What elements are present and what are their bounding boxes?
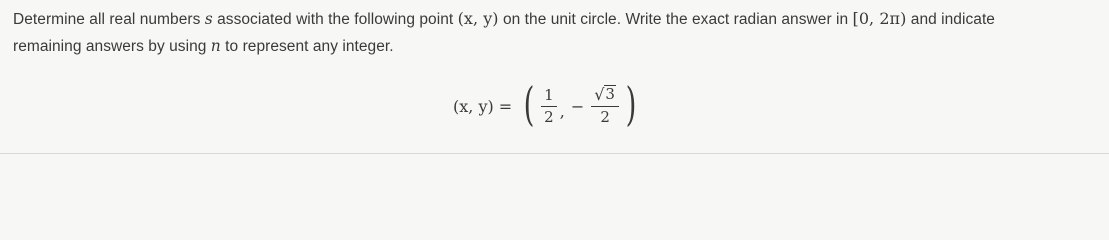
problem-text: associated with the following point [212, 11, 458, 28]
equation-lhs: (x, y) = [453, 96, 513, 116]
fraction-y-denominator: 2 [600, 108, 610, 126]
minus-sign: − [570, 96, 585, 116]
fraction-y-numerator [591, 85, 619, 107]
open-parenthesis: ( [523, 77, 535, 131]
fraction-x-numerator: 1 [541, 86, 557, 107]
fraction-x-denominator: 2 [544, 107, 554, 126]
fraction-x [541, 86, 557, 127]
close-parenthesis: ) [625, 77, 637, 131]
problem-text: to represent any integer. [220, 38, 394, 55]
problem-statement [13, 6, 1103, 60]
comma: , [559, 101, 565, 121]
variable-n: n [210, 37, 221, 55]
point-equation [453, 76, 640, 136]
square-root [594, 85, 616, 104]
divider [0, 153, 1109, 154]
point-notation: (x, y) [457, 9, 499, 28]
problem-text: on the unit circle. Write the exact radian answer in [498, 11, 853, 28]
fraction-y [591, 85, 619, 127]
problem-text: remaining answers by using [13, 38, 211, 55]
problem-text: and indicate [906, 11, 995, 28]
problem-text: Determine all real numbers [13, 11, 205, 28]
variable-s: s [204, 10, 213, 28]
interval-notation: [0, 2π) [852, 9, 907, 28]
radicand: 3 [605, 85, 615, 103]
radical-sign: √ [594, 85, 605, 104]
